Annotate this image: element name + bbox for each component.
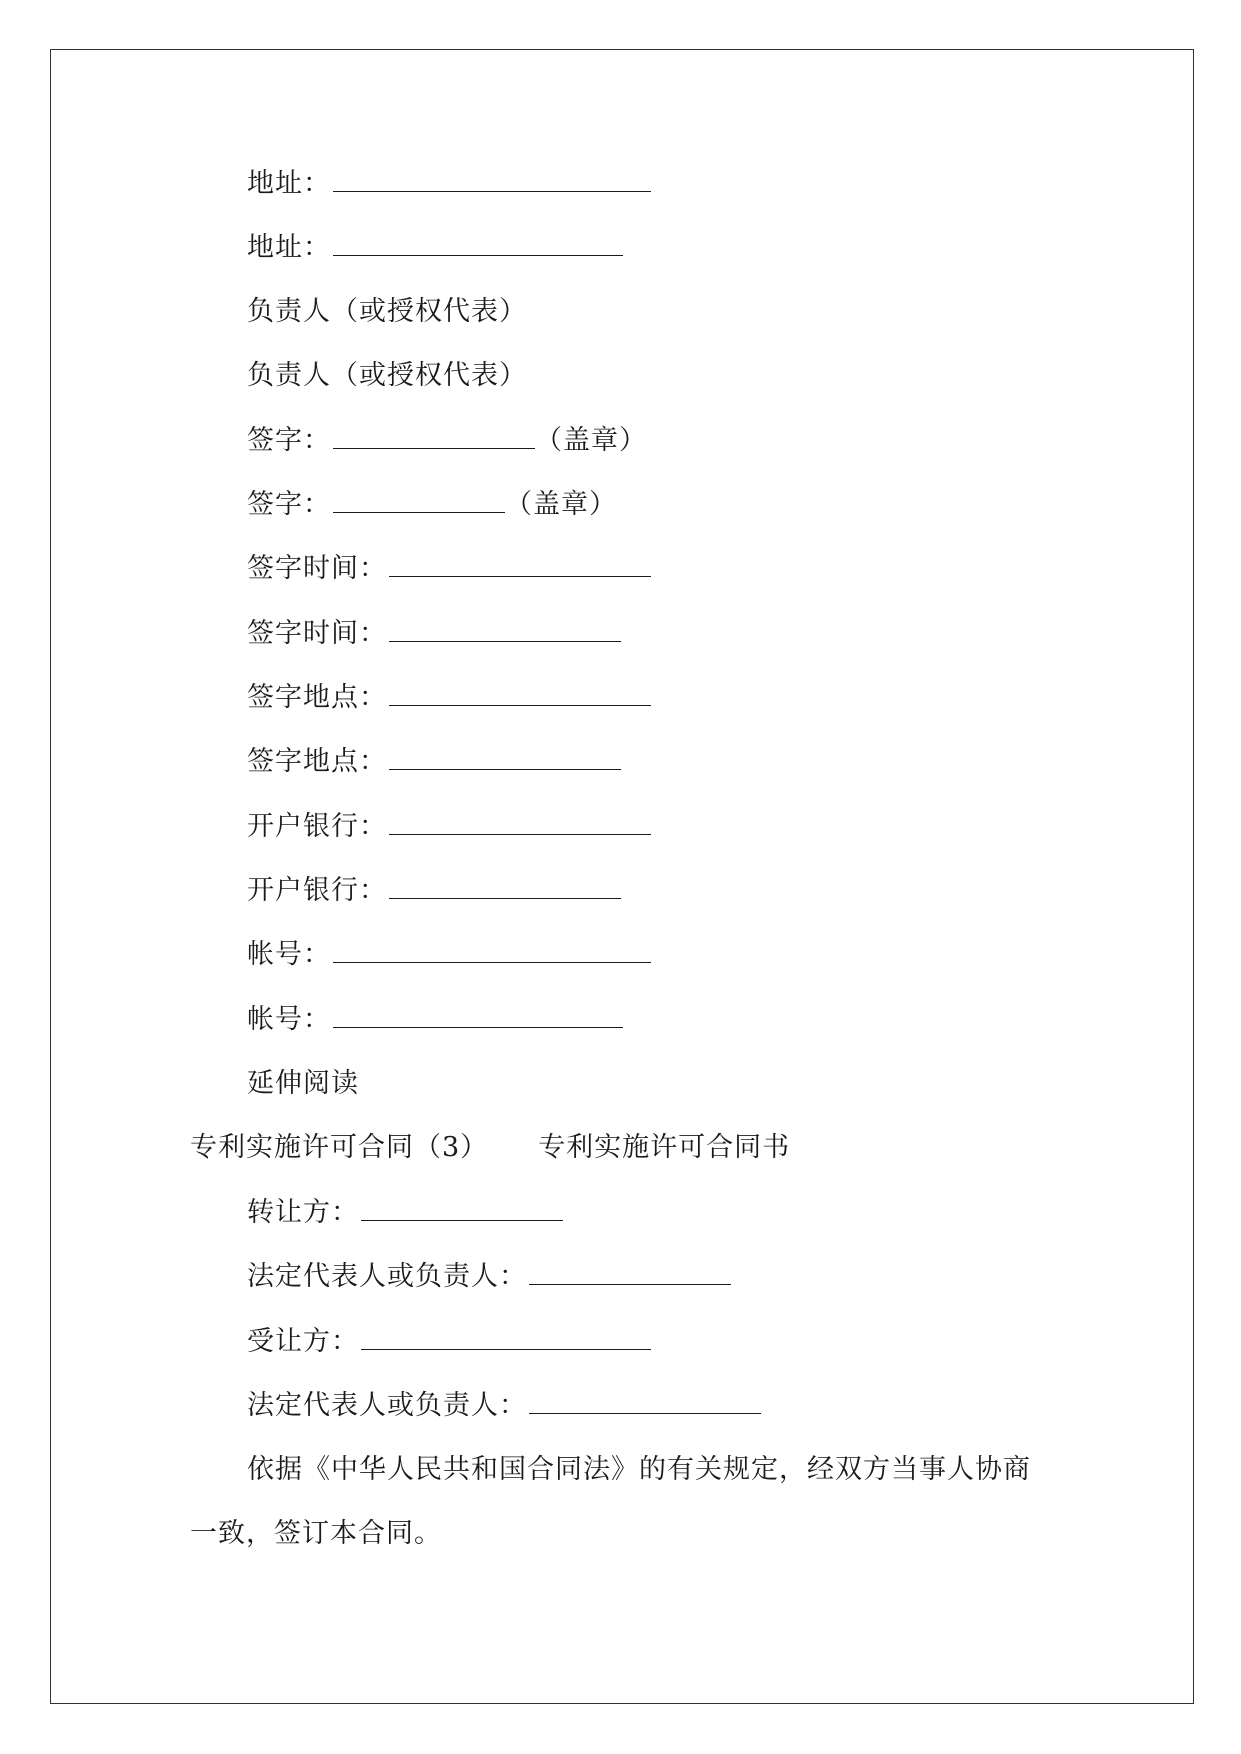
legal-rep-blank[interactable] [529, 1387, 761, 1414]
transferee-blank[interactable] [361, 1323, 651, 1350]
address-blank[interactable] [333, 229, 623, 256]
sign-time-blank[interactable] [389, 550, 651, 577]
account-blank[interactable] [333, 936, 651, 963]
contract-title-line [190, 1128, 790, 1168]
body-text: 一致，签订本合同。 [190, 1518, 442, 1549]
legal-rep-line-1 [247, 1257, 731, 1297]
sign-time-label: 签字时间： [247, 618, 387, 649]
sign-time-blank[interactable] [389, 615, 621, 642]
seal-label: （盖章） [505, 489, 617, 520]
further-reading-heading: 延伸阅读 [247, 1068, 359, 1099]
principal-label: 负责人（或授权代表） [247, 296, 527, 327]
sign-time-label: 签字时间： [247, 553, 387, 584]
address-label: 地址： [247, 232, 331, 263]
signature-blank[interactable] [333, 422, 535, 449]
address-label: 地址： [247, 168, 331, 199]
account-blank[interactable] [333, 1001, 623, 1028]
legal-rep-line-2 [247, 1386, 761, 1426]
address-blank[interactable] [333, 165, 651, 192]
principal-line-2 [247, 356, 527, 396]
sign-place-label: 签字地点： [247, 746, 387, 777]
bank-line-1 [247, 807, 651, 847]
contract-title-left: 专利实施许可合同（3） [190, 1132, 489, 1163]
sign-time-line-2 [247, 614, 621, 654]
account-label: 帐号： [247, 1004, 331, 1035]
transferee-line [247, 1322, 651, 1362]
sign-time-line-1 [247, 549, 651, 589]
account-label: 帐号： [247, 939, 331, 970]
signature-line-2 [247, 485, 617, 525]
bank-label: 开户银行： [247, 811, 387, 842]
legal-rep-label: 法定代表人或负责人： [247, 1390, 527, 1421]
address-line-2 [247, 228, 623, 268]
signature-label: 签字： [247, 425, 331, 456]
sign-place-line-2 [247, 742, 621, 782]
account-line-2 [247, 1000, 623, 1040]
body-paragraph-line-1 [247, 1450, 1031, 1490]
bank-blank[interactable] [389, 872, 621, 899]
bank-line-2 [247, 871, 621, 911]
sign-place-line-1 [247, 678, 651, 718]
address-line-1 [247, 164, 651, 204]
sign-place-blank[interactable] [389, 679, 651, 706]
signature-blank[interactable] [333, 486, 505, 513]
legal-rep-blank[interactable] [529, 1258, 731, 1285]
transferor-line [247, 1193, 563, 1233]
signature-label: 签字： [247, 489, 331, 520]
transferor-blank[interactable] [361, 1194, 563, 1221]
account-line-1 [247, 935, 651, 975]
legal-rep-label: 法定代表人或负责人： [247, 1261, 527, 1292]
contract-title-right: 专利实施许可合同书 [538, 1132, 791, 1163]
transferee-label: 受让方： [247, 1326, 359, 1357]
body-text: 依据《中华人民共和国合同法》的有关规定，经双方当事人协商 [247, 1454, 1031, 1485]
body-paragraph-line-2 [190, 1514, 442, 1554]
principal-line-1 [247, 292, 527, 332]
transferor-label: 转让方： [247, 1197, 359, 1228]
signature-line-1 [247, 421, 647, 461]
sign-place-blank[interactable] [389, 743, 621, 770]
principal-label: 负责人（或授权代表） [247, 360, 527, 391]
seal-label: （盖章） [535, 425, 647, 456]
bank-blank[interactable] [389, 808, 651, 835]
sign-place-label: 签字地点： [247, 682, 387, 713]
bank-label: 开户银行： [247, 875, 387, 906]
further-reading-line [247, 1064, 359, 1104]
